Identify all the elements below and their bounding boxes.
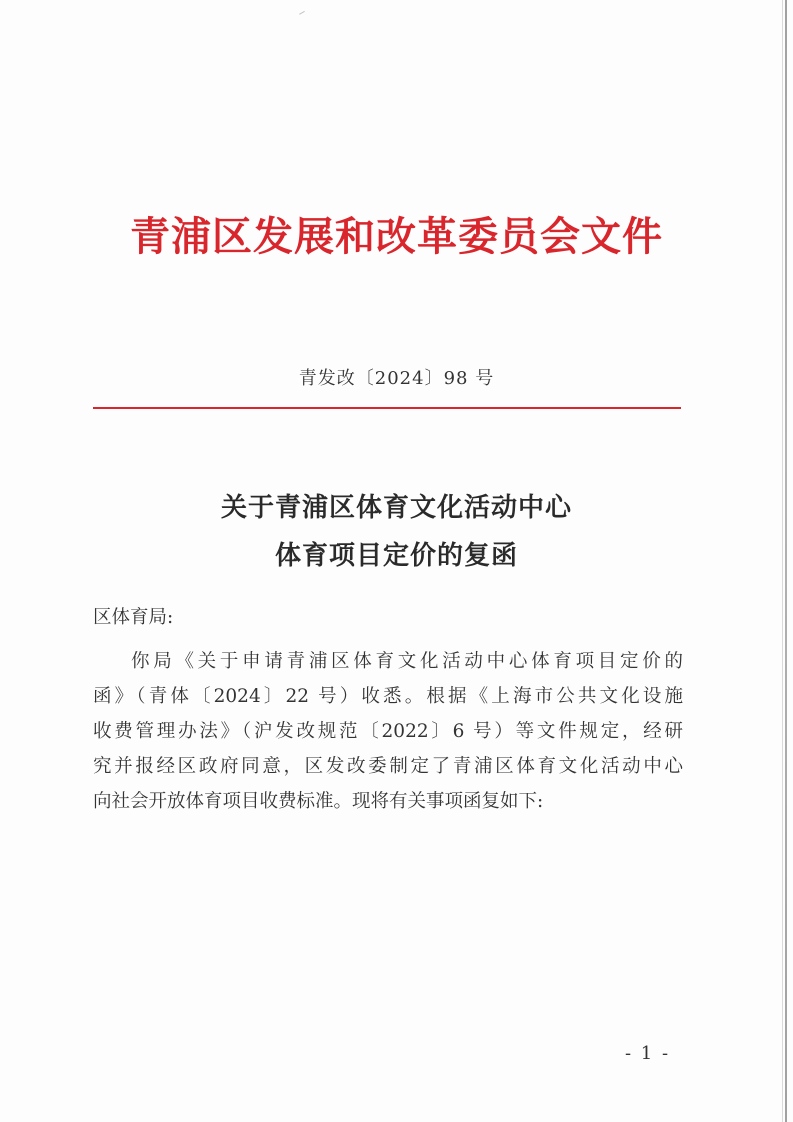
body-line: 你局《关于申请青浦区体育文化活动中心体育项目定价的 [131,651,683,672]
red-divider-rule [93,407,681,409]
scan-speck [299,11,307,18]
salutation: 区体育局: [93,607,174,628]
document-number: 青发改〔2024〕98 号 [298,368,495,389]
document-title-line-1: 关于青浦区体育文化活动中心 [220,493,572,523]
body-line: 向社会开放体育项目收费标准。现将有关事项函复如下: [93,791,544,812]
body-line: 究并报经区政府同意，区发改委制定了青浦区体育文化活动中心 [93,756,683,777]
body-line: 收费管理办法》（沪发改规范〔2022〕6 号）等文件规定，经研 [93,721,683,742]
document-title-line-2: 体育项目定价的复函 [274,541,518,571]
body-line: 函》（青体〔2024〕22 号）收悉。根据《上海市公共文化设施 [93,686,683,707]
issuer-header: 青浦区发展和改革委员会文件 [130,213,663,260]
page-number: - 1 - [625,1043,671,1064]
